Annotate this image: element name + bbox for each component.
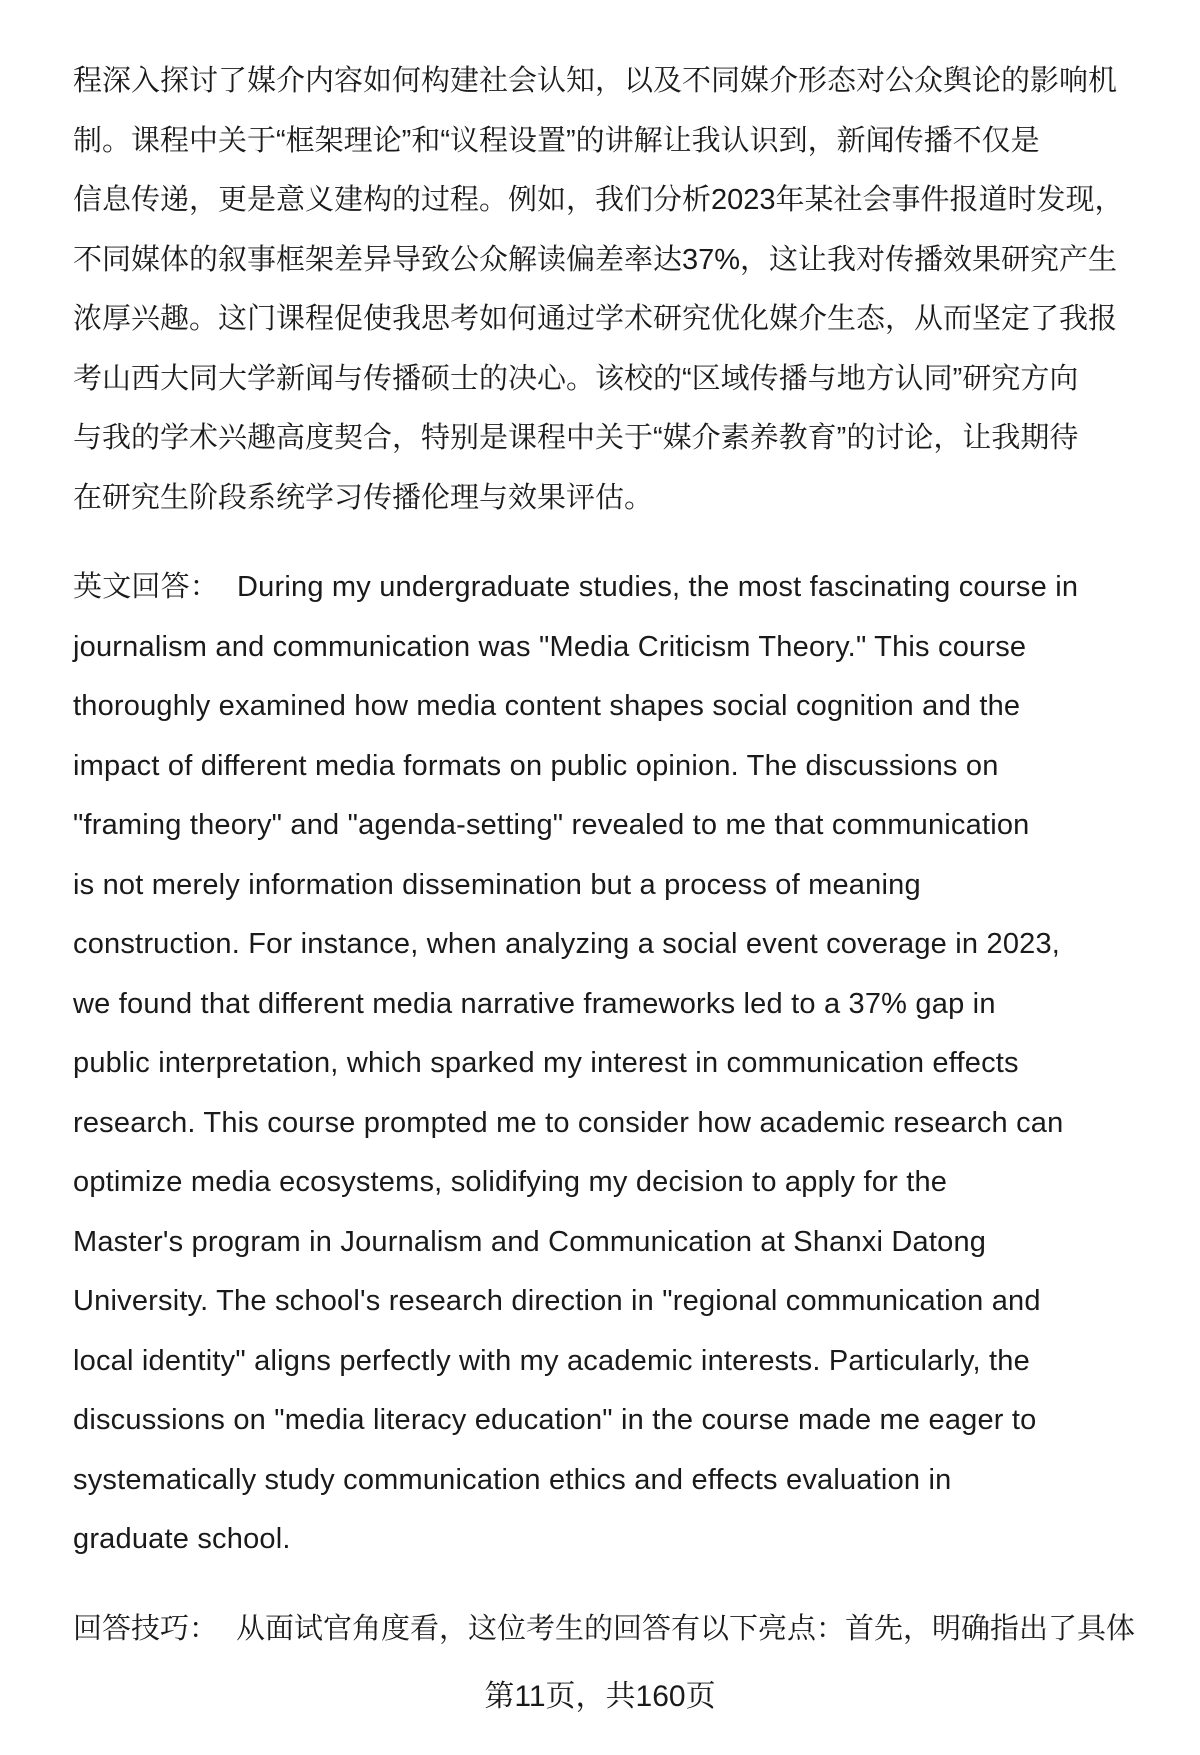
text-line: 制。课程中关于“框架理论”和“议程设置”的讲解让我认识到，新闻传播不仅是 <box>73 124 1040 157</box>
text-line: University. The school's research direction in "regional communication and <box>73 1285 1041 1317</box>
text-line: thoroughly examined how media content shapes social cognition and the <box>73 690 1021 722</box>
tips-label: 回答技巧： <box>73 1613 219 1645</box>
text-line: graduate school. <box>73 1523 291 1555</box>
text-line: 与我的学术兴趣高度契合，特别是课程中关于“媒介素养教育”的讨论，让我期待 <box>73 422 1079 454</box>
english-answer-first-line: During my undergraduate studies, the most fascinating course in <box>237 571 1079 603</box>
text-line: 浓厚兴趣。这门课程促使我思考如何通过学术研究优化媒介生态，从而坚定了我报 <box>73 303 1118 335</box>
text-line: construction. For instance, when analyzing a social event coverage in 2023, <box>73 928 1061 960</box>
text-line: "framing theory" and "agenda-setting" revealed to me that communication <box>73 809 1030 841</box>
text-line: we found that different media narrative frameworks led to a 37% gap in <box>73 987 996 1020</box>
text-line: 信息传递，更是意义建构的过程。例如，我们分析2023年某社会事件报道时发现， <box>73 184 1124 216</box>
chinese-answer <box>73 52 1163 528</box>
english-answer <box>73 558 1163 1570</box>
text-line: 程深入探讨了媒介内容如何构建社会认知，以及不同媒介形态对公众舆论的影响机 <box>73 65 1118 97</box>
text-line: 在研究生阶段系统学习传播伦理与效果评估。 <box>73 481 654 514</box>
text-line: impact of different media formats on public opinion. The discussions on <box>73 749 999 782</box>
text-line: research. This course prompted me to consider how academic research can <box>73 1106 1064 1139</box>
tips-text: 从面试官角度看，这位考生的回答有以下亮点：首先，明确指出了具体 <box>236 1613 1136 1645</box>
text-line: systematically study communication ethics and effects evaluation in <box>73 1463 952 1496</box>
text-line: Master's program in Journalism and Communication at Shanxi Datong <box>73 1225 987 1258</box>
text-line: local identity" aligns perfectly with my academic interests. Particularly, the <box>73 1344 1030 1377</box>
text-line: 不同媒体的叙事框架差异导致公众解读偏差率达37%，这让我对传播效果研究产生 <box>73 243 1118 276</box>
page-indicator: 第11页，共160页 <box>484 1680 716 1713</box>
text-line: journalism and communication was "Media Criticism Theory." This course <box>73 630 1027 663</box>
text-line: is not merely information dissemination but a process of meaning <box>73 868 921 901</box>
english-answer-label: 英文回答： <box>73 571 220 603</box>
answer-tips <box>73 1600 1163 1660</box>
text-line <box>73 1600 1163 1660</box>
text-line: public interpretation, which sparked my interest in communication effects <box>73 1047 1019 1079</box>
text-line: 考山西大同大学新闻与传播硕士的决心。该校的“区域传播与地方认同”研究方向 <box>73 362 1079 395</box>
text-line: discussions on "media literacy education" in the course made me eager to <box>73 1404 1037 1436</box>
text-line <box>73 558 1163 618</box>
text-line: optimize media ecosystems, solidifying my decision to apply for the <box>73 1166 948 1198</box>
